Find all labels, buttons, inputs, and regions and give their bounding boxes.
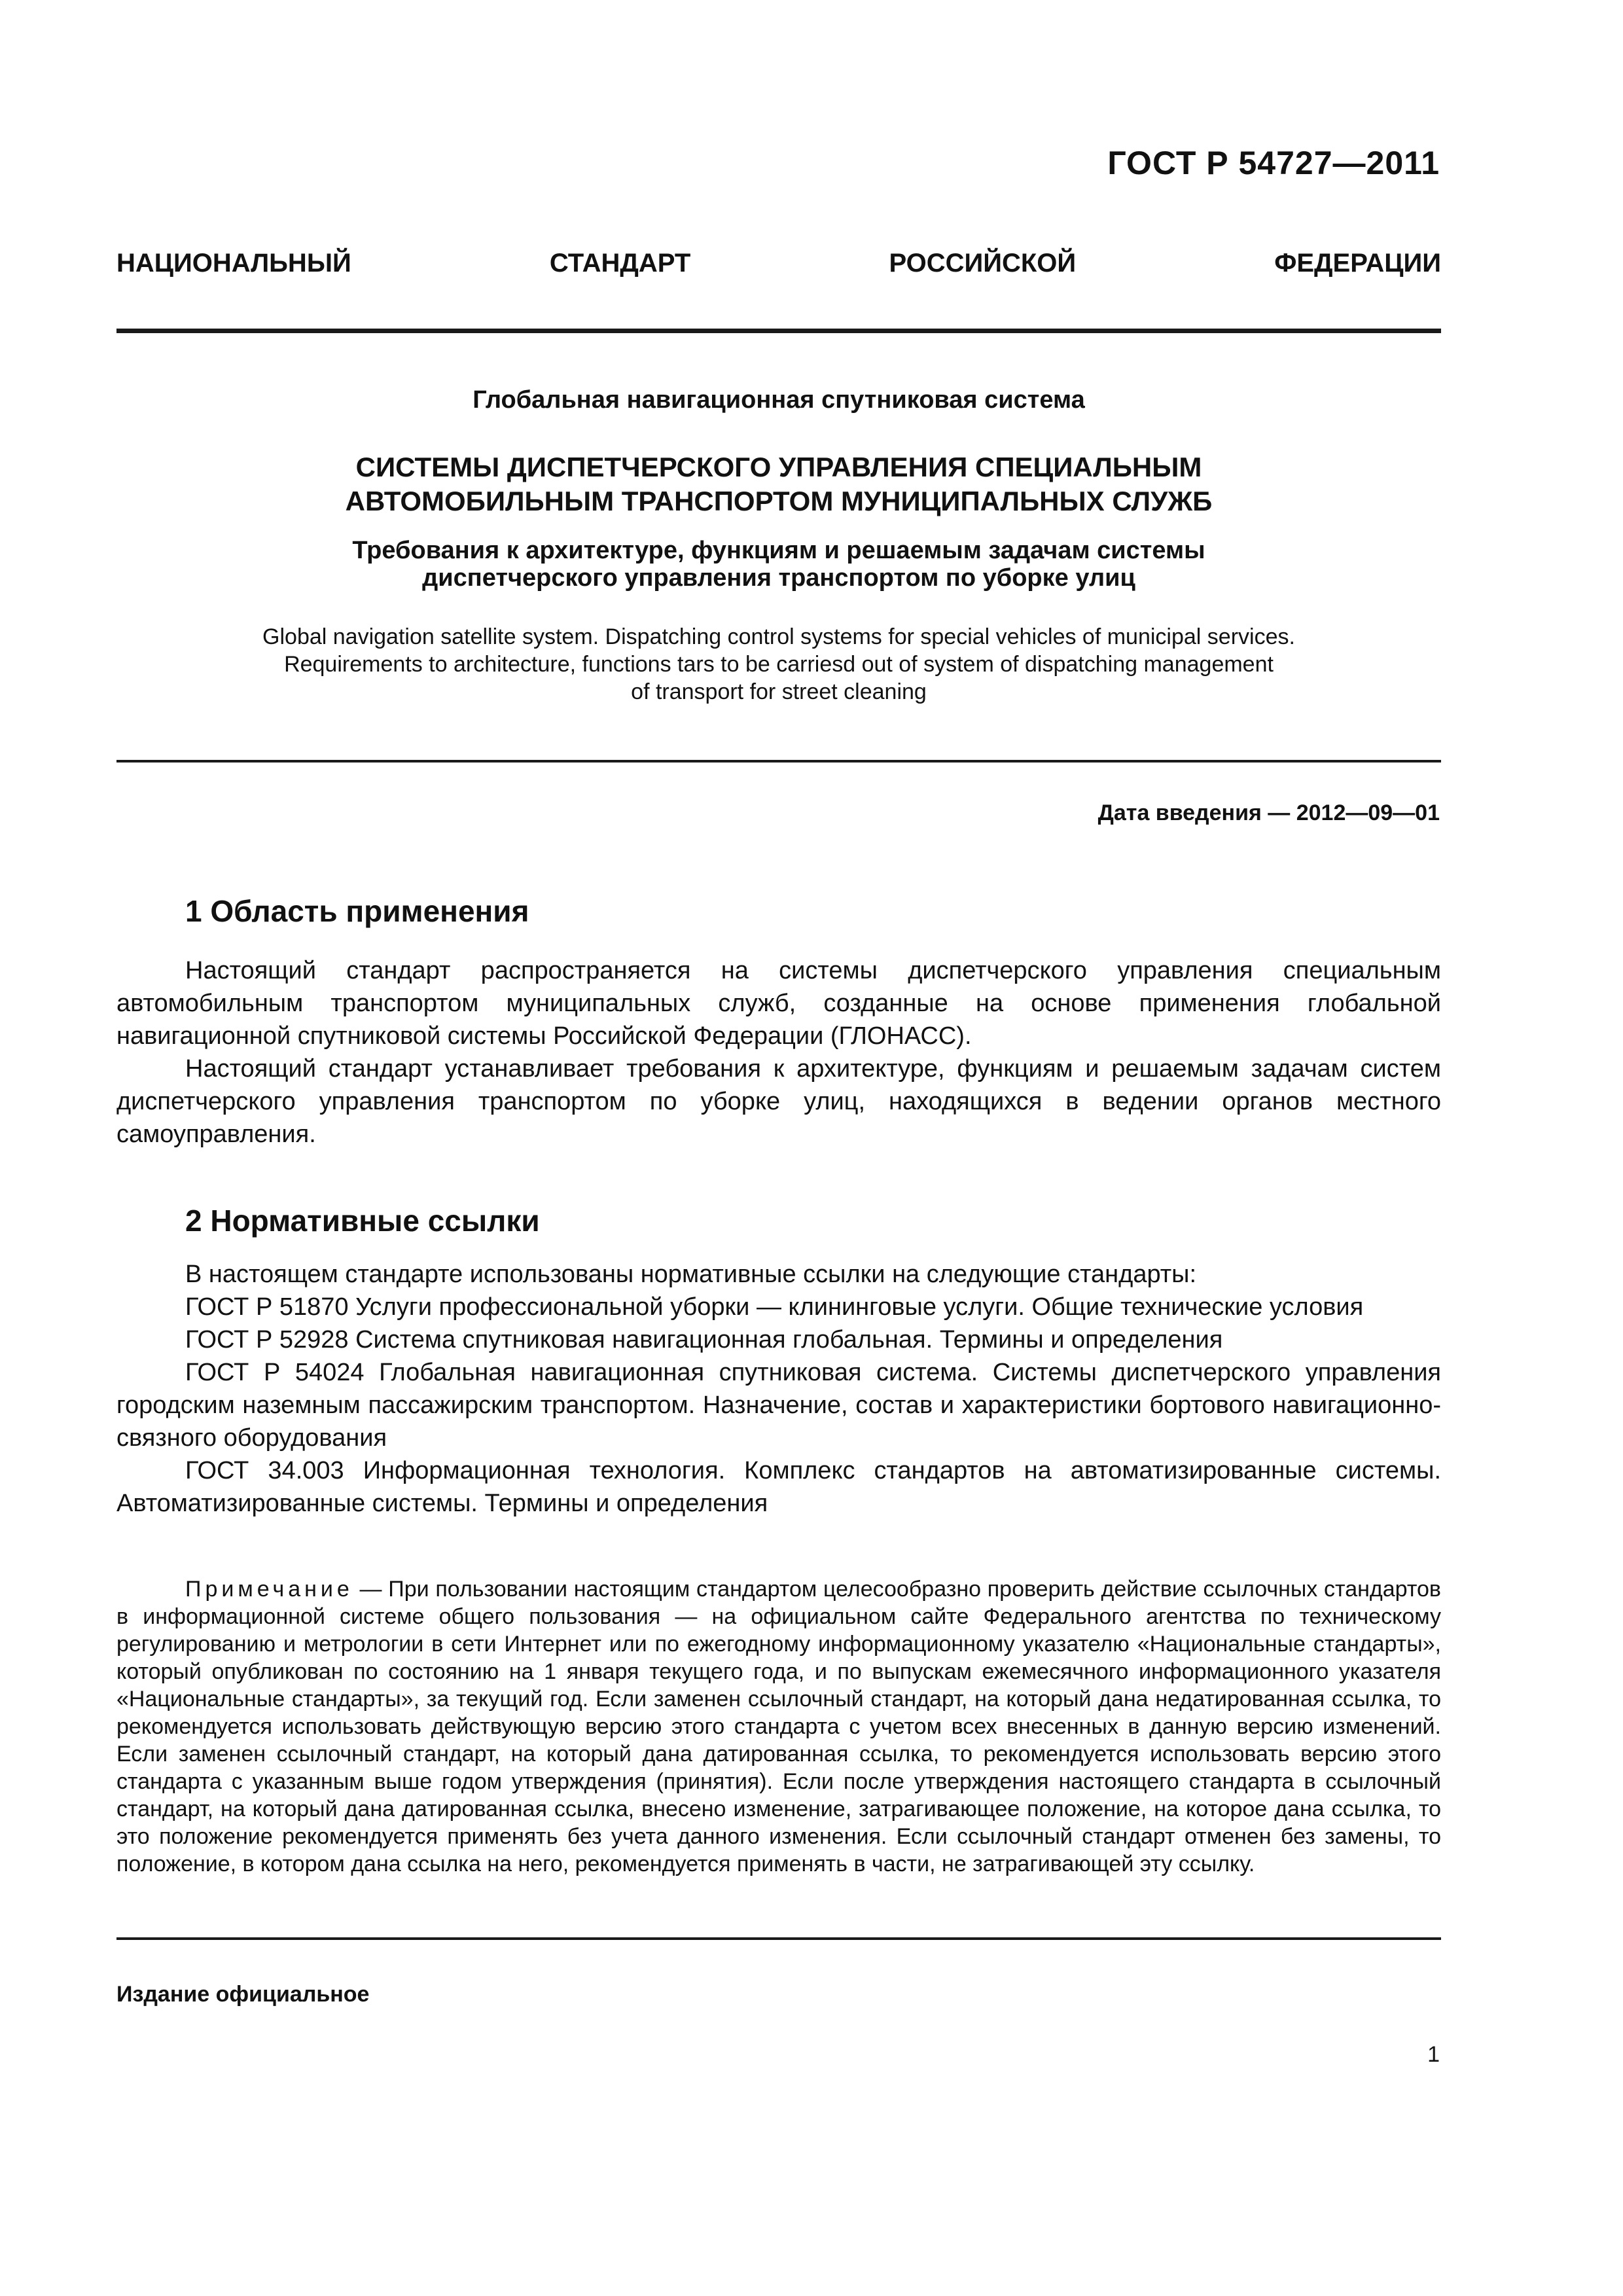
footer-divider [116, 1937, 1441, 1940]
national-word: ФЕДЕРАЦИИ [1274, 249, 1441, 278]
reference-item: ГОСТ Р 54024 Глобальная навигационная спутниковая система. Системы диспетчерского управления городским наземным пассажирским транспортом. Назначение, состав и характеристики бортового навигационно-связного оборудования [116, 1359, 1441, 1452]
national-word: СТАНДАРТ [549, 249, 691, 278]
note [116, 1575, 1441, 1878]
requirements-title-line: Требования к архитектуре, функциям и решаемым задачам системы [352, 537, 1205, 564]
english-title-line: Requirements to architecture, functions tars to be carriesd out of system of dispatching management [284, 652, 1274, 677]
section-2-body [116, 1258, 1441, 1520]
english-title-line: Global navigation satellite system. Dispatching control systems for special vehicles of municipal services. [262, 624, 1295, 649]
system-title: Глобальная навигационная спутниковая система [473, 386, 1085, 414]
paragraph: Настоящий стандарт распространяется на системы диспетчерского управления специальным автомобильным транспортом муниципальных служб, созданные на основе применения глобальной навигационной спутниковой системы Российской Федерации (ГЛОНАСС). [116, 957, 1441, 1050]
page-number: 1 [1427, 2042, 1440, 2067]
paragraph: Настоящий стандарт устанавливает требования к архитектуре, функциям и решаемым задачам систем диспетчерского управления транспортом по уборке улиц, находящихся в ведении органов местного самоуправления. [116, 1055, 1441, 1148]
english-title [116, 623, 1441, 706]
reference-item: ГОСТ Р 51870 Услуги профессиональной уборки — клининговые услуги. Общие технические условия [185, 1293, 1364, 1321]
reference-item: ГОСТ 34.003 Информационная технология. Комплекс стандартов на автоматизированные системы. Автоматизированные системы. Термины и определения [116, 1457, 1441, 1517]
reference-item: ГОСТ Р 52928 Система спутниковая навигационная глобальная. Термины и определения [185, 1326, 1223, 1354]
requirements-title-line: диспетчерского управления транспортом по уборке улиц [422, 564, 1135, 592]
gost-number: ГОСТ Р 54727—2011 [1107, 145, 1440, 181]
note-text: — При пользовании настоящим стандартом целесообразно проверить действие ссылочных стандартов в информационной системе общего пользования — на официальном сайте Федерального агентства по техническому регулированию и метрологии в сети Интернет или по ежегодному информационному указателю «Национальные стандарты», который опубликован по состоянию на 1 января текущего года, и по выпускам ежемесячного информационного указателя «Национальные стандарты», за текущий год. Если заменен ссылочный стандарт, на который дана недатированная ссылка, то рекомендуется использовать действующую версию этого стандарта с учетом всех внесенных в данную версию изменений. Если заменен ссылочный стандарт, на который дана датированная ссылка, то рекомендуется использовать версию этого стандарта с указанным выше годом утверждения (принятия). Если после утверждения настоящего стандарта в ссылочный стандарт, на который дана датированная ссылка, внесено изменение, затрагивающее положение, на которое дана ссылка, то это положение рекомендуется применять без учета данного изменения. Если ссылочный стандарт отменен без замены, то положение, в котором дана ссылка на него, рекомендуется применять в части, не затрагивающей эту ссылку. [116, 1577, 1441, 1876]
note-label: Примечание [185, 1577, 353, 1602]
header-divider [116, 329, 1441, 333]
edition-label: Издание официальное [116, 1982, 370, 2007]
main-title-line: СИСТЕМЫ ДИСПЕТЧЕРСКОГО УПРАВЛЕНИЯ СПЕЦИАЛЬНЫМ [355, 452, 1202, 482]
national-word: НАЦИОНАЛЬНЫЙ [116, 249, 351, 278]
national-word: РОССИЙСКОЙ [889, 249, 1077, 278]
intro-date: Дата введения — 2012—09—01 [1097, 800, 1440, 825]
main-title [116, 450, 1441, 518]
section-2-title: 2 Нормативные ссылки [185, 1204, 540, 1238]
national-standard-heading [116, 249, 1441, 278]
paragraph: В настоящем стандарте использованы нормативные ссылки на следующие стандарты: [185, 1261, 1197, 1288]
title-divider [116, 760, 1441, 762]
section-1-title: 1 Область применения [185, 894, 529, 928]
english-title-line: of transport for street cleaning [631, 679, 927, 704]
main-title-line: АВТОМОБИЛЬНЫМ ТРАНСПОРТОМ МУНИЦИПАЛЬНЫХ СЛУЖБ [345, 486, 1213, 516]
section-1-body [116, 954, 1441, 1151]
requirements-title [116, 537, 1441, 592]
